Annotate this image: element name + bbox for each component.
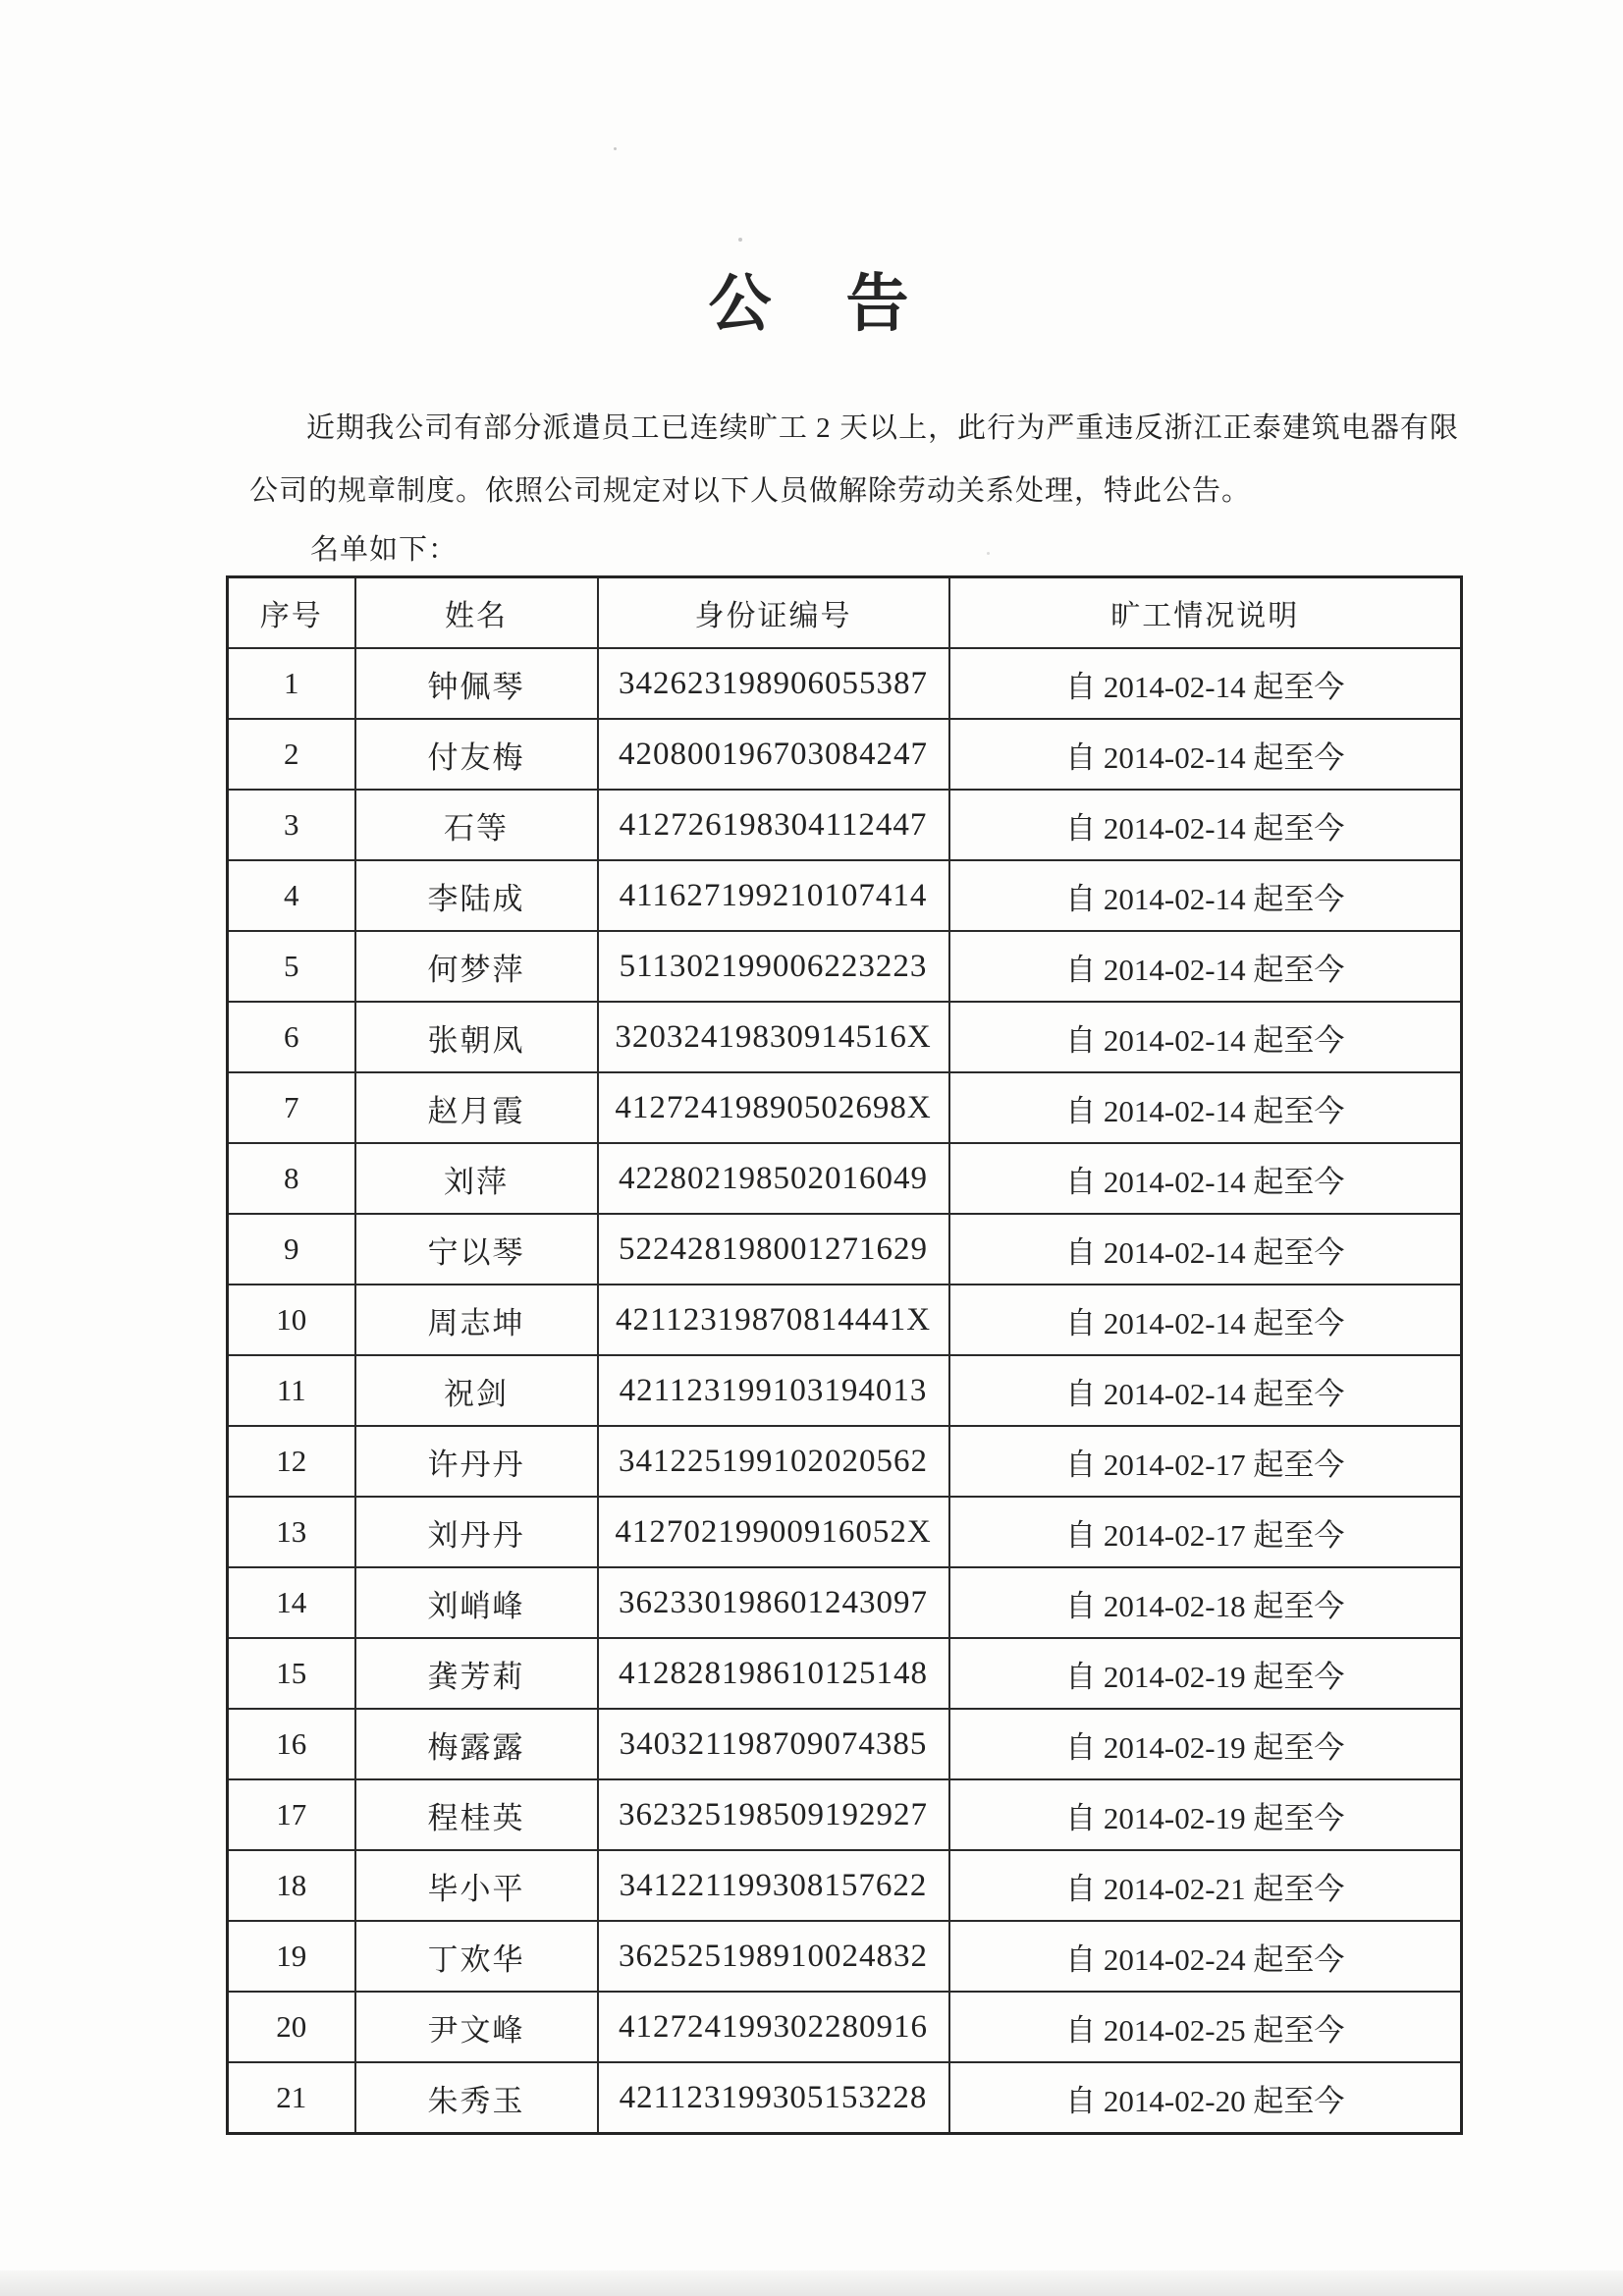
cell-name: 宁以琴 (355, 1214, 598, 1285)
cell-no: 18 (228, 1850, 355, 1921)
list-intro-label: 名单如下： (310, 534, 459, 566)
roster-table (226, 575, 1463, 2135)
table-row (228, 1850, 1462, 1921)
cell-name: 赵月霞 (355, 1072, 598, 1143)
table-row (228, 1355, 1462, 1426)
cell-absence: 自 2014-02-19 起至今 (949, 1709, 1462, 1779)
cell-id: 411627199210107414 (598, 860, 949, 931)
table-row (228, 790, 1462, 860)
cell-id: 362525198910024832 (598, 1921, 949, 1992)
cell-absence: 自 2014-02-14 起至今 (949, 1214, 1462, 1285)
cell-name: 李陆成 (355, 860, 598, 931)
cell-id: 511302199006223223 (598, 931, 949, 1002)
cell-absence: 自 2014-02-17 起至今 (949, 1426, 1462, 1497)
table-row (228, 1143, 1462, 1214)
cell-no: 10 (228, 1285, 355, 1355)
cell-name: 石等 (355, 790, 598, 860)
table-row (228, 1002, 1462, 1072)
cell-no: 8 (228, 1143, 355, 1214)
cell-id: 422802198502016049 (598, 1143, 949, 1214)
cell-id: 340321198709074385 (598, 1709, 949, 1779)
cell-id: 41270219900916052X (598, 1497, 949, 1567)
cell-name: 祝剑 (355, 1355, 598, 1426)
cell-no: 11 (228, 1355, 355, 1426)
cell-name: 周志坤 (355, 1285, 598, 1355)
cell-id: 341221199308157622 (598, 1850, 949, 1921)
cell-name: 刘丹丹 (355, 1497, 598, 1567)
cell-no: 13 (228, 1497, 355, 1567)
header-name: 姓名 (355, 577, 598, 649)
cell-name: 许丹丹 (355, 1426, 598, 1497)
cell-absence: 自 2014-02-19 起至今 (949, 1638, 1462, 1709)
cell-name: 丁欢华 (355, 1921, 598, 1992)
cell-absence: 自 2014-02-14 起至今 (949, 1002, 1462, 1072)
table-row (228, 1497, 1462, 1567)
header-no: 序号 (228, 577, 355, 649)
cell-name: 梅露露 (355, 1709, 598, 1779)
cell-no: 21 (228, 2062, 355, 2134)
table-row (228, 1285, 1462, 1355)
cell-absence: 自 2014-02-25 起至今 (949, 1992, 1462, 2062)
cell-name: 龚芳莉 (355, 1638, 598, 1709)
cell-id: 421123199305153228 (598, 2062, 949, 2134)
cell-id: 420800196703084247 (598, 719, 949, 790)
table-row (228, 1214, 1462, 1285)
cell-absence: 自 2014-02-20 起至今 (949, 2062, 1462, 2134)
cell-absence: 自 2014-02-14 起至今 (949, 931, 1462, 1002)
cell-id: 421123199103194013 (598, 1355, 949, 1426)
cell-no: 2 (228, 719, 355, 790)
table-row (228, 931, 1462, 1002)
cell-absence: 自 2014-02-14 起至今 (949, 1285, 1462, 1355)
cell-no: 19 (228, 1921, 355, 1992)
cell-id: 362330198601243097 (598, 1567, 949, 1638)
cell-absence: 自 2014-02-21 起至今 (949, 1850, 1462, 1921)
table-row (228, 1567, 1462, 1638)
cell-name: 付友梅 (355, 719, 598, 790)
cell-id: 362325198509192927 (598, 1779, 949, 1850)
cell-name: 张朝凤 (355, 1002, 598, 1072)
cell-id: 41272419890502698X (598, 1072, 949, 1143)
cell-id: 412828198610125148 (598, 1638, 949, 1709)
cell-absence: 自 2014-02-14 起至今 (949, 1355, 1462, 1426)
cell-absence: 自 2014-02-14 起至今 (949, 1072, 1462, 1143)
roster-table-body (228, 648, 1462, 2134)
table-row (228, 1638, 1462, 1709)
cell-absence: 自 2014-02-14 起至今 (949, 648, 1462, 719)
cell-id: 32032419830914516X (598, 1002, 949, 1072)
cell-name: 刘萍 (355, 1143, 598, 1214)
table-row (228, 1072, 1462, 1143)
cell-no: 17 (228, 1779, 355, 1850)
cell-no: 15 (228, 1638, 355, 1709)
cell-name: 朱秀玉 (355, 2062, 598, 2134)
cell-no: 12 (228, 1426, 355, 1497)
cell-absence: 自 2014-02-14 起至今 (949, 1143, 1462, 1214)
table-row (228, 719, 1462, 790)
cell-no: 6 (228, 1002, 355, 1072)
cell-no: 20 (228, 1992, 355, 2062)
cell-no: 3 (228, 790, 355, 860)
table-row (228, 860, 1462, 931)
table-row (228, 648, 1462, 719)
cell-id: 412724199302280916 (598, 1992, 949, 2062)
scan-edge-band (0, 2270, 1623, 2296)
roster-table-header (228, 577, 1462, 649)
cell-no: 4 (228, 860, 355, 931)
cell-absence: 自 2014-02-14 起至今 (949, 790, 1462, 860)
cell-no: 14 (228, 1567, 355, 1638)
table-row (228, 1426, 1462, 1497)
cell-no: 7 (228, 1072, 355, 1143)
cell-name: 尹文峰 (355, 1992, 598, 2062)
cell-absence: 自 2014-02-14 起至今 (949, 860, 1462, 931)
cell-id: 342623198906055387 (598, 648, 949, 719)
cell-no: 9 (228, 1214, 355, 1285)
table-row (228, 1779, 1462, 1850)
cell-no: 1 (228, 648, 355, 719)
table-row (228, 1709, 1462, 1779)
cell-absence: 自 2014-02-17 起至今 (949, 1497, 1462, 1567)
cell-name: 程桂英 (355, 1779, 598, 1850)
scan-speck (987, 552, 990, 555)
cell-id: 522428198001271629 (598, 1214, 949, 1285)
cell-id: 42112319870814441X (598, 1285, 949, 1355)
cell-name: 钟佩琴 (355, 648, 598, 719)
header-id: 身份证编号 (598, 577, 949, 649)
header-row (228, 577, 1462, 649)
cell-absence: 自 2014-02-19 起至今 (949, 1779, 1462, 1850)
cell-name: 何梦萍 (355, 931, 598, 1002)
cell-absence: 自 2014-02-14 起至今 (949, 719, 1462, 790)
table-row (228, 2062, 1462, 2134)
cell-name: 刘峭峰 (355, 1567, 598, 1638)
cell-absence: 自 2014-02-18 起至今 (949, 1567, 1462, 1638)
cell-id: 412726198304112447 (598, 790, 949, 860)
scan-speck (738, 238, 742, 242)
cell-no: 16 (228, 1709, 355, 1779)
scan-speck (614, 147, 617, 150)
cell-absence: 自 2014-02-24 起至今 (949, 1921, 1462, 1992)
table-row (228, 1992, 1462, 2062)
header-absence: 旷工情况说明 (949, 577, 1462, 649)
cell-no: 5 (228, 931, 355, 1002)
notice-body-paragraph: 近期我公司有部分派遣员工已连续旷工 2 天以上，此行为严重违反浙江正泰建筑电器有限公司的规章制度。依照公司规定对以下人员做解除劳动关系处理，特此公告。 (249, 412, 1459, 507)
table-row (228, 1921, 1462, 1992)
cell-id: 341225199102020562 (598, 1426, 949, 1497)
cell-name: 毕小平 (355, 1850, 598, 1921)
page-title: 公 告 (708, 269, 915, 339)
